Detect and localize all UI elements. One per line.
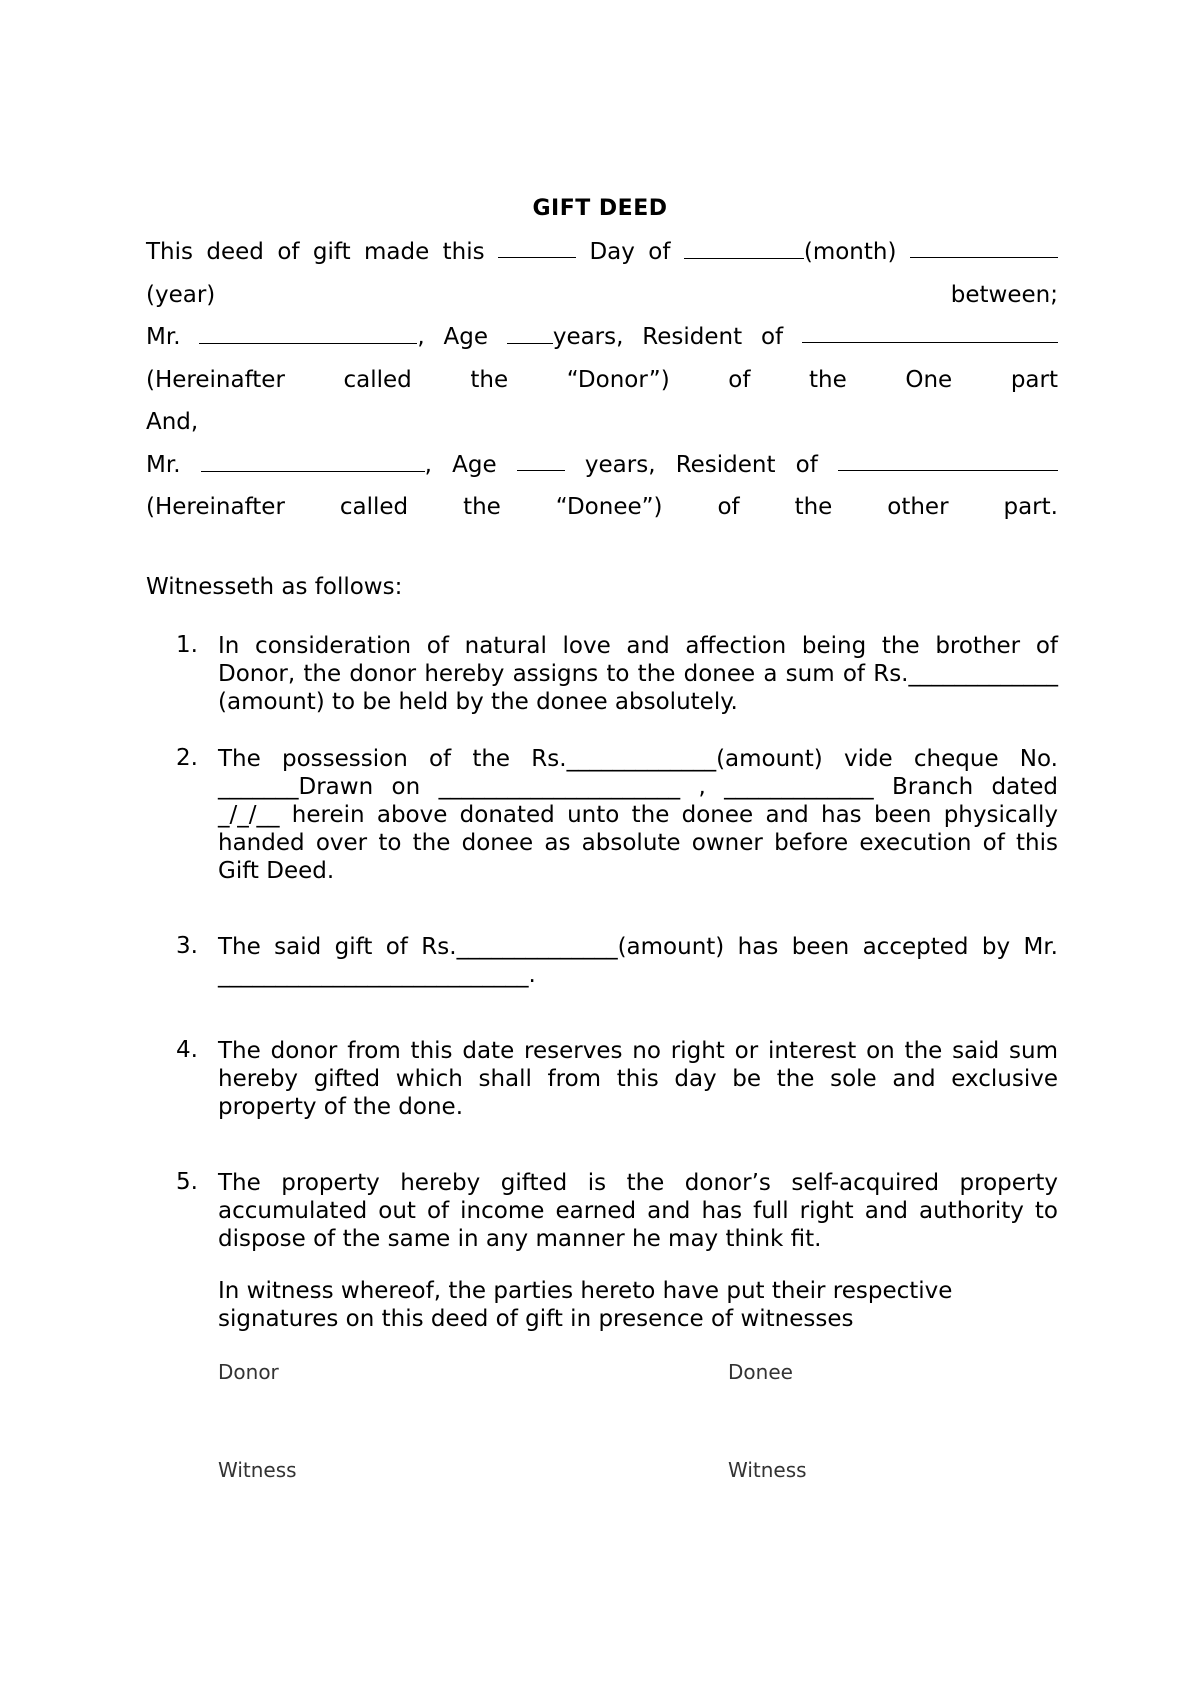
clause-1 <box>176 632 1058 716</box>
intro-word: called <box>343 366 412 393</box>
intro-line-2 <box>146 274 1058 317</box>
day-blank <box>498 231 576 258</box>
intro-word: gift <box>312 239 351 265</box>
year-blank <box>910 231 1058 258</box>
intro-word: the <box>794 494 833 520</box>
intro-word: Age <box>443 324 488 350</box>
donee-signature-label: Donee <box>728 1360 793 1384</box>
clause-text: The property hereby gifted is the donor’s self-acquired property accumulated out of income earned and has full right and authority to dispose of the same in any manner he may think fit. <box>218 1170 1058 1252</box>
intro-word: of <box>760 324 784 350</box>
intro-word: deed <box>206 239 264 265</box>
donor-residence-blank <box>802 316 1058 343</box>
intro-word: of <box>277 239 300 265</box>
clause-5 <box>176 1169 1058 1253</box>
intro-word: this <box>442 239 485 265</box>
intro-word: Mr. <box>146 324 181 350</box>
intro-line-7 <box>146 486 1058 529</box>
clause-number: 5. <box>176 1169 198 1195</box>
clause-number: 3. <box>176 933 198 959</box>
clause-number: 2. <box>176 745 198 771</box>
intro-word: And, <box>146 409 199 435</box>
closing-statement: In witness whereof, the parties hereto have put their respective signatures on this deed of gift in presence of witnesses <box>218 1278 953 1332</box>
intro-word: of <box>717 494 740 520</box>
intro-word: “Donee”) <box>555 494 663 520</box>
witness-left-label: Witness <box>218 1458 297 1482</box>
intro-word: Age <box>452 451 497 478</box>
intro-word: , <box>417 324 425 350</box>
intro-word: One <box>905 366 953 393</box>
intro-word: called <box>339 494 409 520</box>
intro-word: (Hereinafter <box>146 366 285 393</box>
witnesseth-heading: Witnesseth as follows: <box>146 574 403 600</box>
intro-word: This <box>146 239 193 265</box>
intro-word: , <box>424 451 432 478</box>
document-title: GIFT DEED <box>532 196 668 221</box>
donor-name-blank <box>199 317 417 344</box>
intro-word: “Donor”) <box>566 366 670 393</box>
clause-text: The said gift of Rs.______________(amount) has been accepted by Mr. ___________________________. <box>218 934 1058 988</box>
intro-line-4 <box>146 359 1058 402</box>
intro-word: (year) <box>146 281 216 308</box>
intro-word: Mr. <box>146 451 181 478</box>
donee-residence-blank <box>838 444 1058 471</box>
clause-number: 4. <box>176 1037 198 1063</box>
intro-word: made <box>364 239 430 265</box>
clause-3 <box>176 933 1058 989</box>
intro-word: years, <box>584 451 656 478</box>
witness-right-label: Witness <box>728 1458 807 1482</box>
clause-text: In consideration of natural love and affection being the brother of Donor, the donor hereby assigns to the donee a sum of Rs._____________ (amount) to be held by the donee absolutely. <box>218 633 1058 715</box>
donor-age-blank <box>507 317 553 344</box>
intro-word: Day <box>589 239 635 265</box>
intro-word: years, <box>552 324 624 350</box>
clause-2 <box>176 745 1058 885</box>
intro-word: part. <box>1003 494 1058 520</box>
intro-paragraph <box>146 231 1058 529</box>
intro-line-6 <box>146 444 1058 487</box>
month-blank <box>684 232 804 259</box>
clause-number: 1. <box>176 632 198 658</box>
donee-age-blank <box>517 444 565 471</box>
intro-word: Resident <box>642 324 743 350</box>
clause-4 <box>176 1037 1058 1121</box>
intro-word: between; <box>950 281 1058 308</box>
intro-word: (Hereinafter <box>146 494 285 520</box>
intro-word: other <box>887 494 949 520</box>
intro-word: the <box>463 494 501 520</box>
donee-name-blank <box>201 445 425 472</box>
donor-signature-label: Donor <box>218 1360 279 1384</box>
intro-line-1 <box>146 231 1058 274</box>
intro-line-3 <box>146 316 1058 359</box>
intro-word: (month) <box>803 239 897 265</box>
intro-word: part <box>1010 366 1058 393</box>
clause-text: The donor from this date reserves no right or interest on the said sum hereby gifted which shall from this day be the sole and exclusive property of the done. <box>218 1038 1058 1120</box>
intro-line-5 <box>146 401 1058 444</box>
clause-text: The possession of the Rs._____________(amount) vide cheque No. _______Drawn on _____________________ , _____________ Branch dated _/_/__ herein above donated unto the donee and has been physically handed over to the donee as absolute owner before execution of this Gift Deed. <box>218 746 1058 884</box>
intro-word: of <box>728 366 751 393</box>
intro-word: of <box>648 239 671 265</box>
intro-word: Resident <box>675 451 776 478</box>
intro-word: of <box>795 451 818 478</box>
intro-word: the <box>470 366 509 393</box>
intro-word: the <box>809 366 847 393</box>
